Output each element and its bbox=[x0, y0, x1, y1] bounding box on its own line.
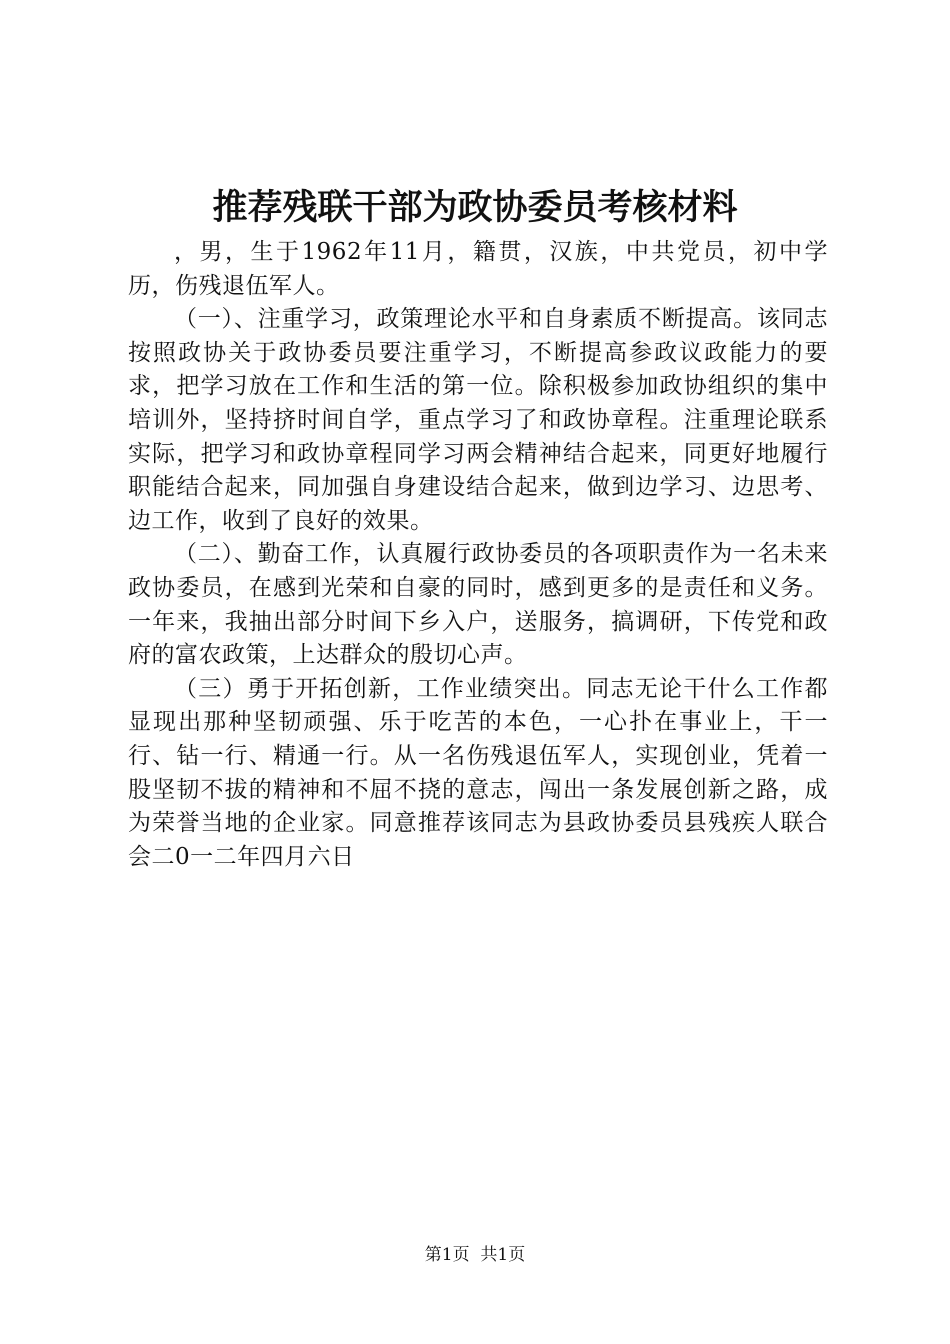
paragraph-section-2: （二）、勤奋工作，认真履行政协委员的各项职责作为一名未来政协委员，在感到光荣和自豪的同时，感到更多的是责任和义务。一年来，我抽出部分时间下乡入户，送服务，搞调研，下传党和政府的富农政策，上达群众的殷切心声。 bbox=[128, 541, 828, 669]
document-body bbox=[128, 236, 828, 874]
paragraph-intro: ，男，生于1962年11月，籍贯，汉族，中共党员，初中学历，伤残退伍军人。 bbox=[128, 239, 828, 299]
document-title: 推荐残联干部为政协委员考核材料 bbox=[212, 187, 738, 228]
paragraph-section-3: （三）勇于开拓创新，工作业绩突出。同志无论干什么工作都显现出那种坚韧顽强、乐于吃苦的本色，一心扑在事业上，干一行、钻一行、精通一行。从一名伤残退伍军人，实现创业，凭着一股坚韧不拔的精神和不屈不挠的意志，闯出一条发展创新之路，成为荣誉当地的企业家。同意推荐该同志为县政协委员县残疾人联合会二0一二年四月六日 bbox=[128, 675, 828, 870]
page-number-label: 第1页 共1页 bbox=[424, 1245, 526, 1265]
paragraph-section-1: （一）、注重学习，政策理论水平和自身素质不断提高。该同志按照政协关于政协委员要注重学习，不断提高参政议政能力的要求，把学习放在工作和生活的第一位。除积极参加政协组织的集中培训外，坚持挤时间自学，重点学习了和政协章程。注重理论联系实际，把学习和政协章程同学习两会精神结合起来，同更好地履行职能结合起来，同加强自身建设结合起来，做到边学习、边思考、边工作，收到了良好的效果。 bbox=[128, 306, 828, 534]
page-footer bbox=[0, 1244, 950, 1266]
